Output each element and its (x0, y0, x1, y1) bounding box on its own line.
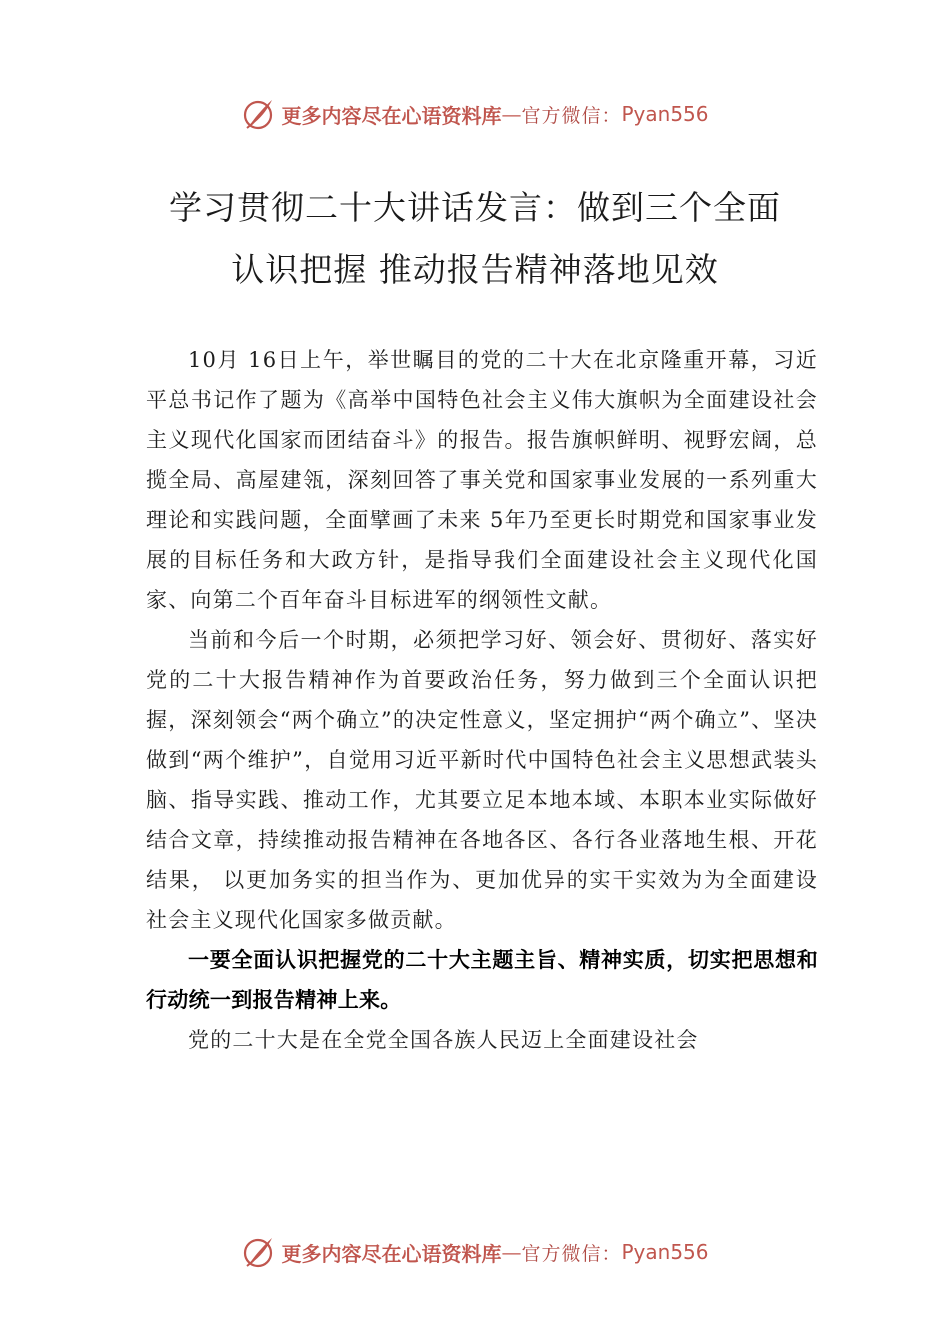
banner-wechat-label: 官方微信： (521, 1242, 622, 1265)
paragraph-2: 当前和今后一个时期，必须把学习好、领会好、贯彻好、落实好党的二十大报告精神作为首要政治任务，努力做到三个全面认识把握，深刻领会“两个确立”的决定性意义，坚定拥护“两个确立”、坚决做到“两个维护”，自觉用习近平新时代中国特色社会主义思想武装头脑、指导实践、推动工作，尤其要立足本地本域、本职本业实际做好结合文章，持续推动报告精神在各地各区、各行各业落地生根、开花结果， 以更加务实的担当作为、更加优异的实干实效为为全面建设社会主义现代化国家多做贡献。 (146, 628, 818, 932)
banner-text: 更多内容尽在心语资料库 (281, 1241, 502, 1266)
doc-title-line-1: 学习贯彻二十大讲话发言：做到三个全面 (169, 188, 781, 227)
paragraph-3-heading: 一要全面认识把握党的二十大主题主旨、精神实质，切实把思想和行动统一到报告精神上来。 (146, 948, 818, 1012)
banner-text: 更多内容尽在心语资料库 (281, 103, 502, 128)
banner-dash: — (501, 102, 522, 126)
banner-dash: — (501, 1240, 522, 1264)
doc-title-line-2: 认识把握 推动报告精神落地见效 (231, 250, 719, 289)
paragraph-1: 10月 16日上午，举世瞩目的党的二十大在北京隆重开幕，习近平总书记作了题为《高举中国特色社会主义伟大旗帜为全面建设社会主义现代化国家而团结奋斗》的报告。报告旗帜鲜明、视野宏阔，总揽全局、高屋建瓴，深刻回答了事关党和国家事业发展的一系列重大理论和实践问题，全面擘画了未来 5年乃至更长时期党和国家事业发展的目标任务和大政方针，是指导我们全面建设社会主义现代化国家、向第二个百年奋斗目标进军的纲领性文献。 (146, 348, 818, 612)
paragraph-4: 党的二十大是在全党全国各族人民迈上全面建设社会 (188, 1028, 699, 1052)
footer-banner (0, 1232, 950, 1272)
quill-logo-icon (241, 96, 277, 132)
header-banner (0, 94, 950, 134)
quill-logo-icon (241, 1234, 277, 1270)
doc-body (146, 340, 818, 1060)
banner-wechat-id: Pyan556 (621, 1240, 709, 1264)
banner-wechat-label: 官方微信： (521, 104, 622, 127)
banner-wechat-id: Pyan556 (621, 102, 709, 126)
